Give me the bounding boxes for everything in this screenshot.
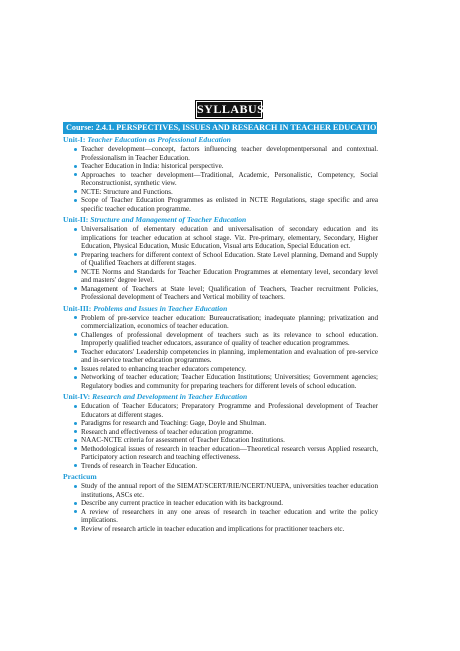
list-item: Research and effectiveness of teacher education programme. [74, 428, 378, 437]
list-item: Describe any current practice in teacher education with its background. [74, 499, 378, 508]
list-item: Networking of teacher education; Teacher Education Institutions; Universities; Government agencies; Regulatory bodies and community for preparing teachers for different levels of school education. [74, 373, 378, 390]
list-item: Methodological issues of research in teacher education—Theoretical research versus Applied research, Participatory action research and teaching effectiveness. [74, 445, 378, 462]
list-item: Management of Teachers at State level; Qualification of Teachers, Teacher recruitment Policies, Professional development of Teachers and Vertical mobility of teachers. [74, 285, 378, 302]
section-gap [63, 390, 378, 391]
unit-title: Problems and Issues in Teacher Education [93, 303, 228, 313]
list-item: Teacher development—concept, factors influencing teacher developmentpersonal and contextual. Professionalism in Teacher Education. [74, 145, 378, 162]
list-item: Issues related to enhancing teacher educators competency. [74, 365, 378, 374]
syllabus-content [63, 134, 378, 534]
list-item: Teacher educators' Leadership competencies in planning, implementation and evaluation of pre-service and in-service teacher education programmes. [74, 348, 378, 365]
unit-item-list [63, 402, 378, 470]
unit-item-list [63, 314, 378, 391]
unit-heading [63, 392, 378, 402]
unit-heading [63, 304, 378, 314]
section-gap [63, 213, 378, 214]
list-item: Review of research article in teacher education and implications for practitioner teachers etc. [74, 525, 378, 534]
unit-label: Unit-I: [63, 135, 86, 144]
unit-item-list [63, 145, 378, 213]
course-title-bar: Course: 2.4.1. PERSPECTIVES, ISSUES AND RESEARCH IN TEACHER EDUCATION [63, 122, 377, 134]
list-item: Education of Teacher Educators; Preparatory Programme and Professional development of Teacher Educators at different stages. [74, 402, 378, 419]
list-item: NAAC-NCTE criteria for assessment of Teacher Education Institutions. [74, 436, 378, 445]
unit-title: Research and Development in Teacher Education [92, 392, 248, 401]
list-item: Preparing teachers for different context of School Education. State Level planning, Demand and Supply of Qualified Teachers at different stages. [74, 251, 378, 268]
unit-label: Unit-II: [63, 215, 89, 224]
list-item: Paradigms for research and Teaching: Gage, Doyle and Shulman. [74, 419, 378, 428]
list-item: Challenges of professional development of teachers such as its relevance to school education. Improperly qualified teacher educators, assurance of quality of teacher education programmes. [74, 331, 378, 348]
list-item: Scope of Teacher Education Programmes as enlisted in NCTE Regulations, stage specific and area specific teacher education programme. [74, 196, 378, 213]
unit-heading [63, 135, 378, 145]
list-item: Approaches to teacher development—Traditional, Academic, Personalistic, Competency, Social Reconstructionist, synthetic view. [74, 171, 378, 188]
syllabus-heading: SYLLABUS [197, 102, 265, 116]
unit-title: Teacher Education as Professional Education [87, 135, 231, 144]
list-item: A review of researchers in any one areas of research in teacher education and write the policy implications. [74, 508, 378, 525]
list-item: Teacher Education in India: historical perspective. [74, 162, 378, 171]
unit-label: Unit-IV: [63, 392, 91, 401]
list-item: Study of the annual report of the SIEMAT/SCERT/RIE/NCERT/NUEPA, universities teacher education institutions, ASCs etc. [74, 482, 378, 499]
unit-title: Structure and Management of Teacher Education [90, 215, 247, 224]
list-item: NCTE: Structure and Functions. [74, 188, 378, 197]
list-item: Problem of pre-service teacher education: Bureaucratisation; inadequate planning; privatization and commercialization, economics of teacher education. [74, 314, 378, 331]
unit-heading [63, 472, 378, 482]
section-gap [63, 533, 378, 534]
list-item: Trends of research in Teacher Education. [74, 462, 378, 471]
section-gap [63, 470, 378, 471]
section-gap [63, 302, 378, 303]
list-item: NCTE Norms and Standards for Teacher Education Programmes at elementary level, secondary level and masters' degree level. [74, 268, 378, 285]
unit-label: Practicum [63, 472, 97, 481]
list-item: Universalisation of elementary education and universalisation of secondary education and its implications for teacher education at school stage. Viz. Pre-primary, elementary, Secondary, Higher Education, Physical Education, Music Education, Visual arts Education, Special Education ect. [74, 225, 378, 251]
unit-heading [63, 215, 378, 225]
unit-item-list [63, 482, 378, 533]
unit-label: Unit-III: [63, 303, 92, 313]
unit-item-list [63, 225, 378, 302]
